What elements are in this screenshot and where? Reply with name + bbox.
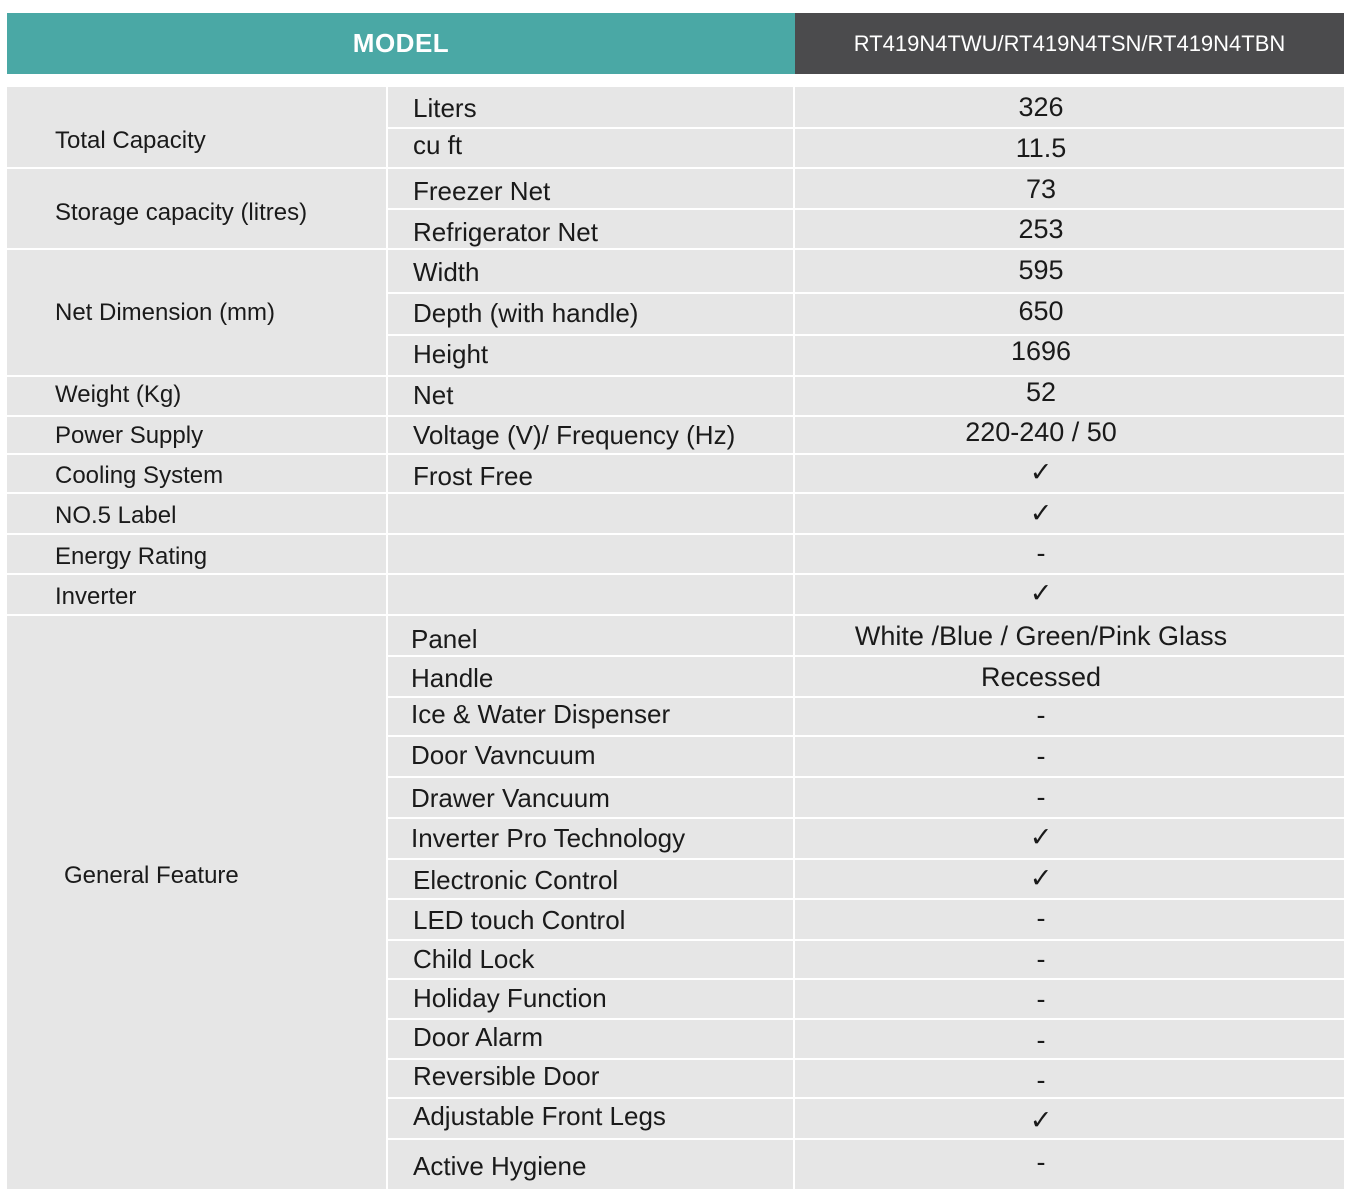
- spec-value: -: [1036, 782, 1046, 812]
- spec-value: 73: [1025, 174, 1057, 204]
- category-inverter: Inverter: [55, 583, 137, 610]
- sub-label: Freezer Net: [413, 176, 551, 206]
- model-header: [7, 13, 795, 74]
- row-divider: [388, 1018, 1344, 1020]
- category-storage-capacity: Storage capacity (litres): [55, 199, 308, 226]
- sub-label: Electronic Control: [413, 865, 619, 895]
- spec-value: 52: [1025, 377, 1057, 407]
- row-divider: [388, 776, 1344, 778]
- sub-label: Height: [413, 339, 489, 369]
- model-codes: RT419N4TWU/RT419N4TSN/RT419N4TBN: [853, 30, 1286, 56]
- row-divider: [388, 978, 1344, 980]
- sub-label: Liters: [413, 93, 477, 123]
- spec-value: Recessed: [980, 662, 1102, 692]
- category-no5-label: NO.5 Label: [55, 502, 177, 529]
- spec-value: 253: [1018, 214, 1064, 244]
- row-divider: [388, 858, 1344, 860]
- sub-label: Ice & Water Dispenser: [411, 699, 671, 729]
- spec-value: 1696: [1010, 336, 1072, 366]
- row-divider: [388, 1058, 1344, 1060]
- row-divider: [388, 939, 1344, 941]
- row-divider: [388, 655, 1344, 657]
- spec-value: -: [1036, 984, 1046, 1014]
- check-icon: ✓: [1029, 822, 1053, 852]
- spec-value: -: [1036, 1147, 1046, 1177]
- sub-label: Width: [413, 257, 480, 287]
- row-divider: [7, 614, 1344, 616]
- column-divider: [386, 87, 388, 1189]
- check-icon: ✓: [1029, 578, 1053, 608]
- sub-label: Voltage (V)/ Frequency (Hz): [413, 420, 736, 450]
- spec-value: 595: [1018, 255, 1064, 285]
- row-divider: [7, 248, 1344, 250]
- sub-label: Net: [413, 380, 454, 410]
- category-general-feature: General Feature: [64, 862, 239, 889]
- spec-value: -: [1036, 741, 1046, 771]
- check-icon: ✓: [1029, 1105, 1053, 1135]
- row-divider: [7, 167, 1344, 169]
- sub-label: Drawer Vancuum: [411, 783, 610, 813]
- spec-value: -: [1036, 538, 1046, 568]
- check-icon: ✓: [1029, 457, 1053, 487]
- category-net-dimension: Net Dimension (mm): [55, 299, 276, 326]
- spec-value: 650: [1018, 296, 1064, 326]
- sub-label: cu ft: [413, 130, 463, 160]
- row-divider: [388, 898, 1344, 900]
- spec-value: -: [1036, 944, 1046, 974]
- category-cooling-system: Cooling System: [55, 462, 224, 489]
- sub-label: Reversible Door: [413, 1061, 600, 1091]
- sub-label: Depth (with handle): [413, 298, 639, 328]
- row-divider: [7, 533, 1344, 535]
- sub-label: Door Vavncuum: [411, 740, 596, 770]
- sub-label: Adjustable Front Legs: [413, 1101, 666, 1131]
- row-divider: [388, 1097, 1344, 1099]
- sub-label: Frost Free: [413, 461, 533, 491]
- spec-value: 11.5: [1015, 133, 1067, 163]
- model-label: MODEL: [352, 28, 450, 58]
- check-icon: ✓: [1029, 863, 1053, 893]
- spec-value: -: [1036, 700, 1046, 730]
- sub-label: Refrigerator Net: [413, 217, 598, 247]
- row-divider: [388, 208, 1344, 210]
- sub-label: Panel: [411, 624, 478, 654]
- category-total-capacity: Total Capacity: [55, 127, 206, 154]
- sub-label: Child Lock: [413, 944, 535, 974]
- row-divider: [388, 292, 1344, 294]
- sub-label: Handle: [411, 663, 494, 693]
- row-divider: [388, 127, 1344, 129]
- spec-value: 326: [1018, 92, 1064, 122]
- sub-label: LED touch Control: [413, 905, 626, 935]
- sub-label: Inverter Pro Technology: [411, 823, 686, 853]
- category-energy-rating: Energy Rating: [55, 543, 208, 570]
- spec-value: White /Blue / Green/Pink Glass: [854, 621, 1228, 651]
- row-divider: [7, 492, 1344, 494]
- spec-value: -: [1036, 1025, 1046, 1055]
- category-power-supply: Power Supply: [55, 422, 204, 449]
- spec-value: -: [1036, 903, 1046, 933]
- row-divider: [7, 573, 1344, 575]
- spec-value: -: [1036, 1065, 1046, 1095]
- category-weight: Weight (Kg): [55, 381, 182, 408]
- spec-value: 220-240 / 50: [965, 417, 1117, 447]
- row-divider: [388, 696, 1344, 698]
- row-divider: [388, 735, 1344, 737]
- model-codes-header: [795, 13, 1344, 74]
- check-icon: ✓: [1029, 498, 1053, 528]
- row-divider: [388, 1138, 1344, 1140]
- sub-label: Holiday Function: [413, 983, 607, 1013]
- sub-label: Door Alarm: [413, 1022, 544, 1052]
- sub-label: Active Hygiene: [413, 1151, 587, 1181]
- row-divider: [7, 453, 1344, 455]
- row-divider: [388, 817, 1344, 819]
